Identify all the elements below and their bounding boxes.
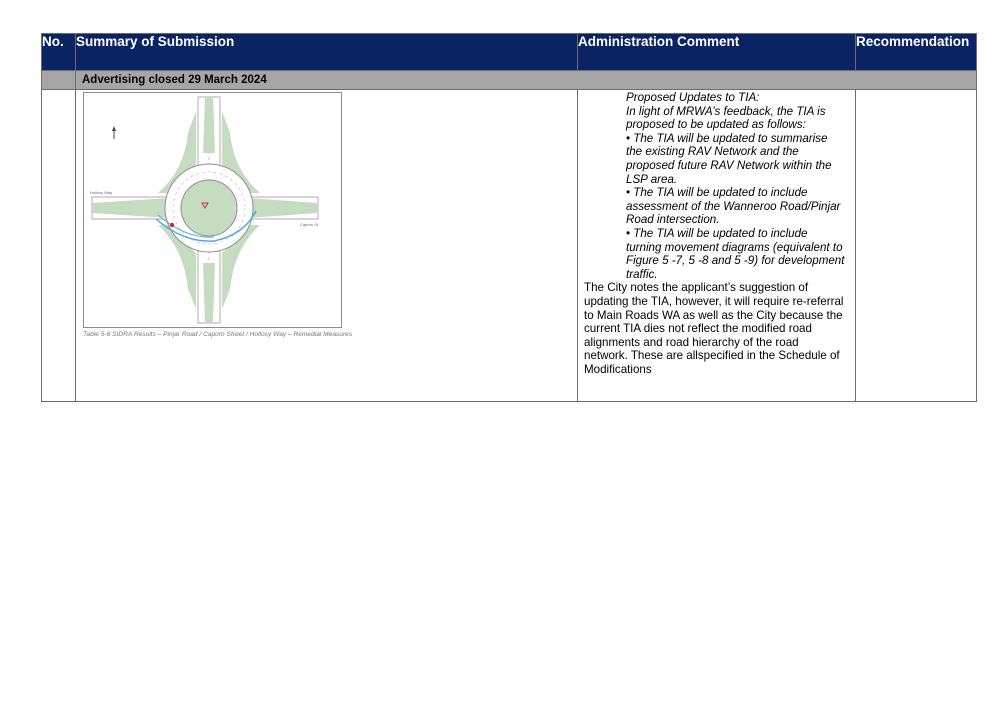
comment-line: LSP area. [626, 172, 678, 186]
comment-line: Figure 5 -7, 5 -8 and 5 -9) for development [626, 254, 845, 268]
comment-line: In light of MRWA’s feedback, the TIA is [626, 104, 826, 118]
road-label-east: Caporn St [300, 222, 319, 227]
comment-line: • The TIA will be updated to include [626, 226, 808, 240]
section-title: Advertising closed 29 March 2024 [82, 74, 267, 86]
recommendation-cell [856, 90, 977, 402]
comment-line: current TIA dies not reflect the modified road [584, 322, 812, 336]
comment-line: updating the TIA, however, it will require re-referral [584, 294, 844, 308]
comment-line: the existing RAV Network and the [626, 145, 799, 159]
italic-block [584, 91, 849, 281]
comment-cell [578, 90, 856, 402]
header-recommendation: Recommendation [856, 34, 977, 71]
comment-line: traffic. [626, 267, 658, 281]
header-comment: Administration Comment [578, 34, 856, 71]
comment-line: Road intersection. [626, 213, 720, 227]
section-title-cell [76, 71, 977, 90]
comment-line: proposed to be updated as follows: [626, 118, 806, 132]
comment-line: • The TIA will be updated to include [626, 186, 808, 200]
header-no: No. [42, 34, 76, 71]
summary-cell [76, 90, 578, 402]
admin-comment [578, 90, 855, 376]
road-label-west: Hollosy Way [90, 190, 113, 195]
roundabout-figure [83, 92, 353, 338]
comment-line: Proposed Updates to TIA: [626, 91, 760, 104]
comment-line: • The TIA will be updated to summarise [626, 131, 828, 145]
comment-line: Modifications [584, 362, 652, 376]
section-no-cell [42, 71, 76, 90]
comment-line: network. These are allspecified in the Schedule of [584, 349, 840, 363]
comment-line: proposed future RAV Network within the [626, 158, 832, 172]
comment-line: assessment of the Wanneroo Road/Pinjar [626, 199, 841, 213]
comment-line: to Main Roads WA as well as the City because the [584, 308, 843, 322]
roundabout-diagram [83, 92, 342, 328]
figure-caption: Table 5-6 SIDRA Results – Pinjar Road / Caporn Street / Hollosy Way – Remedial Measures [83, 331, 353, 338]
section-row [42, 71, 977, 90]
comment-line: turning movement diagrams (equivalent to [626, 240, 843, 254]
plain-block [584, 281, 849, 376]
no-cell [42, 90, 76, 402]
comment-line: alignments and road hierarchy of the road [584, 335, 799, 349]
comment-line: The City notes the applicant’s suggestion of [584, 281, 809, 295]
header-summary: Summary of Submission [76, 34, 578, 71]
submission-row [42, 90, 977, 402]
header-row [42, 34, 977, 71]
roundabout-image [84, 93, 341, 327]
submissions-table [41, 33, 977, 402]
